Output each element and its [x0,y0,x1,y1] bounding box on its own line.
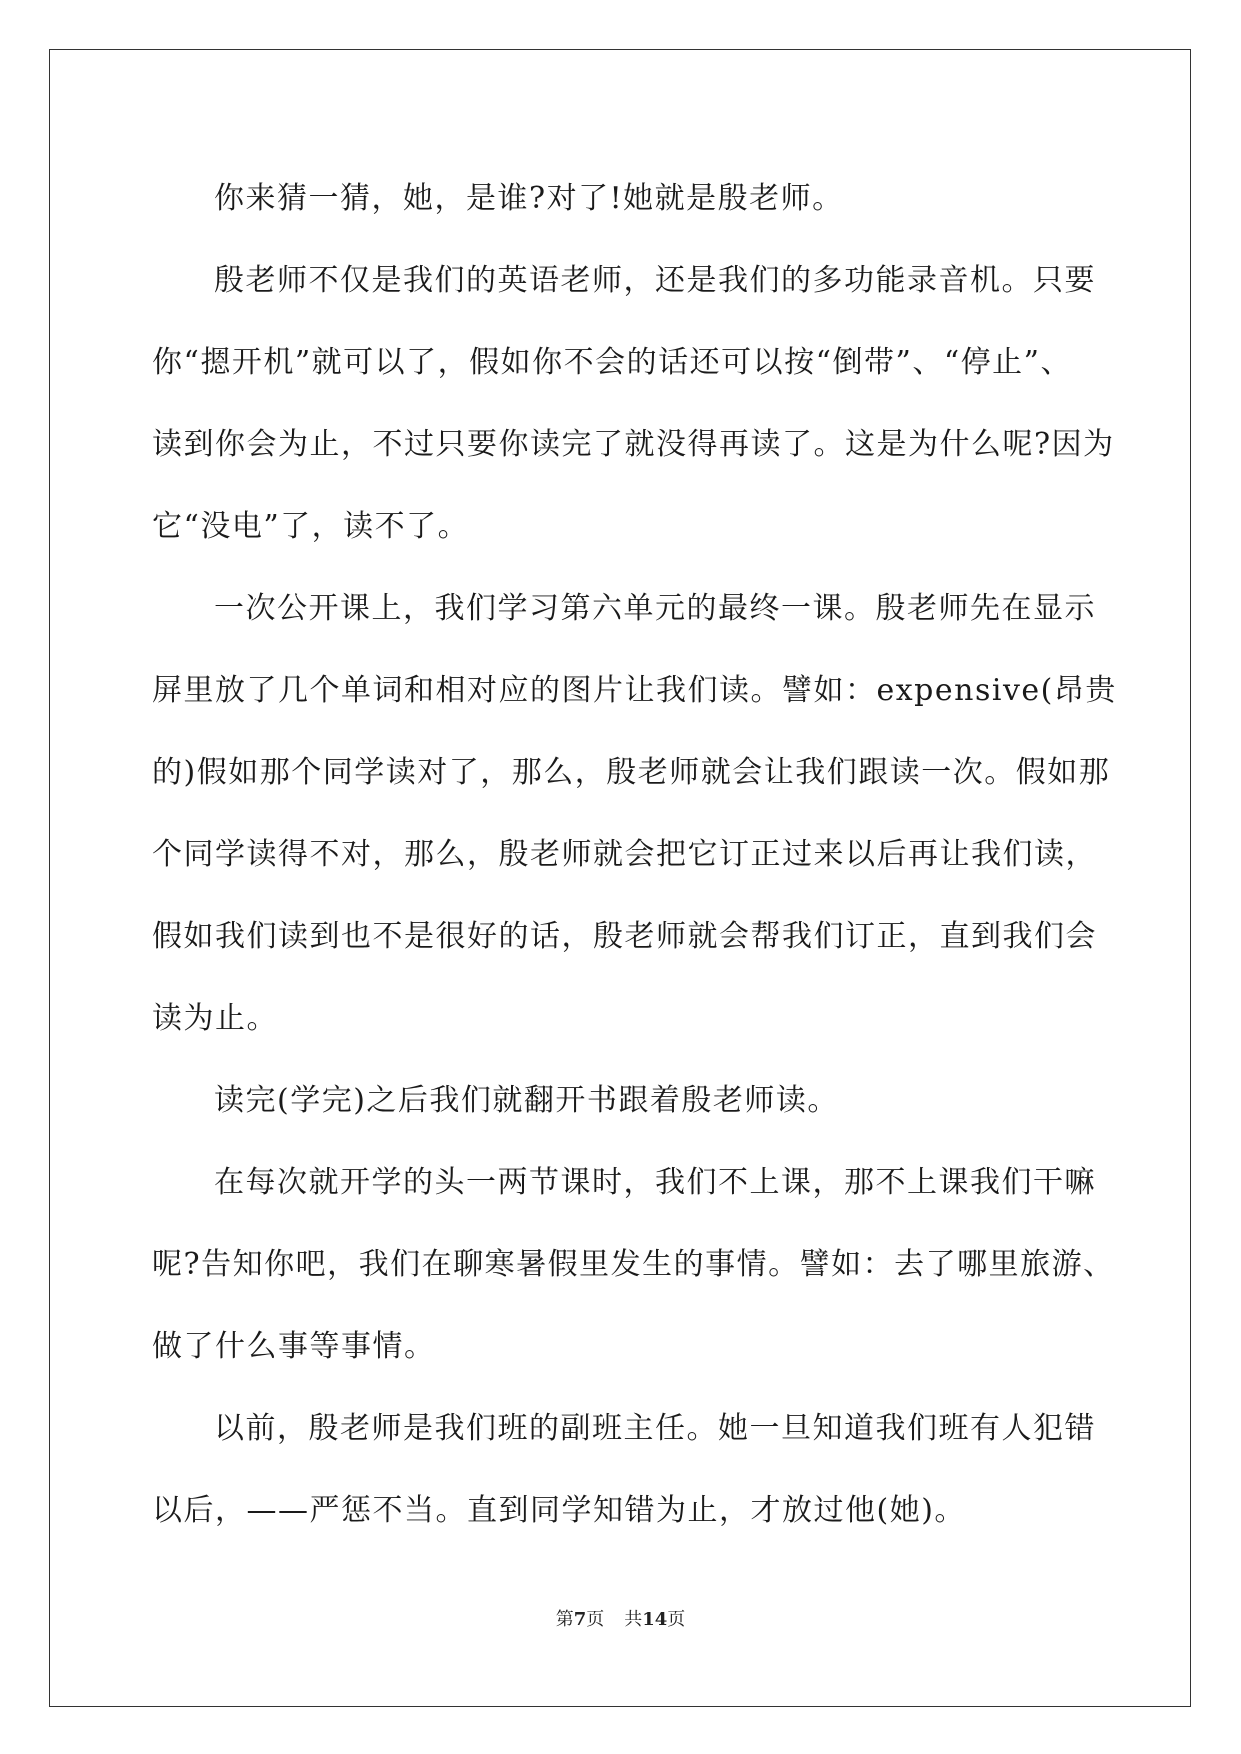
total-prefix: 共 [624,1609,643,1630]
page-suffix: 页 [586,1609,605,1630]
text-line: 殷老师不仅是我们的英语老师，还是我们的多功能录音机。只要 [214,263,1096,298]
page-number: 7 [573,1609,587,1630]
text-line: 你来猜一猜，她，是谁?对了!她就是殷老师。 [214,181,844,216]
text-line: 以后，——严惩不当。直到同学知错为止，才放过他(她)。 [152,1493,966,1528]
page-footer [0,1605,1241,1631]
text-line: 呢?告知你吧，我们在聊寒暑假里发生的事情。譬如：去了哪里旅游、 [152,1247,1115,1282]
text-line: 一次公开课上，我们学习第六单元的最终一课。殷老师先在显示 [214,591,1096,626]
total-pages: 14 [642,1609,668,1630]
text-line: 读为止。 [152,1001,278,1036]
document-body [152,158,1117,1552]
text-line: 在每次就开学的头一两节课时，我们不上课，那不上课我们干嘛 [214,1165,1096,1200]
text-line: 你“摁开机”就可以了，假如你不会的话还可以按“倒带”、“停止”、 [152,345,1073,380]
text-line: 它“没电”了，读不了。 [152,509,470,544]
text-line: 个同学读得不对，那么，殷老师就会把它订正过来以后再让我们读， [152,837,1097,872]
text-line: 屏里放了几个单词和相对应的图片让我们读。譬如：expensive(昂贵 [152,673,1117,708]
text-line: 的)假如那个同学读对了，那么，殷老师就会让我们跟读一次。假如那 [152,755,1111,790]
text-line: 读到你会为止，不过只要你读完了就没得再读了。这是为什么呢?因为 [152,427,1115,462]
page-prefix: 第 [555,1609,574,1630]
total-suffix: 页 [667,1609,686,1630]
text-line: 读完(学完)之后我们就翻开书跟着殷老师读。 [214,1083,839,1118]
text-line: 假如我们读到也不是很好的话，殷老师就会帮我们订正，直到我们会 [152,919,1097,954]
text-line: 以前，殷老师是我们班的副班主任。她一旦知道我们班有人犯错 [214,1411,1096,1446]
text-line: 做了什么事等事情。 [152,1329,436,1364]
